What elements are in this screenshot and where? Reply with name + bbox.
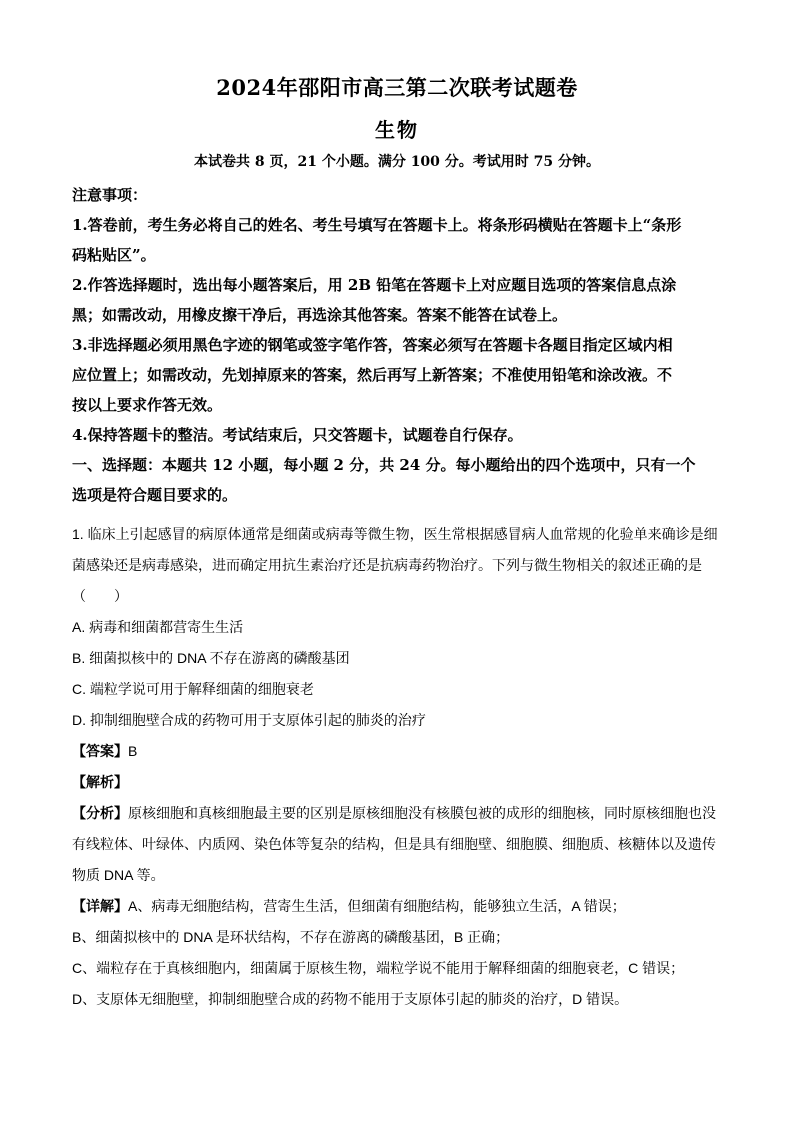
fenxi-line: 物质 DNA 等。 bbox=[72, 867, 165, 883]
notice-line: 1.答卷前，考生务必将自己的姓名、考生号填写在答题卡上。将条形码横贴在答题卡上“条形 bbox=[72, 216, 682, 234]
fenxi-label: 【分析】 bbox=[72, 805, 128, 821]
section-heading: 选项是符合题目要求的。 bbox=[72, 486, 238, 504]
notice-section bbox=[72, 180, 724, 510]
exam-title: 2024年邵阳市高三第二次联考试题卷 bbox=[216, 75, 578, 100]
notice-line: 应位置上；如需改动，先划掉原来的答案，然后再写上新答案；不准使用铅笔和涂改液。不 bbox=[72, 366, 673, 384]
option-b: B. 细菌拟核中的 DNA 不存在游离的磷酸基团 bbox=[72, 650, 350, 666]
subject-title: 生物 bbox=[375, 118, 419, 142]
notice-line: 3.非选择题必须用黑色字迹的钢笔或签字笔作答，答案必须写在答题卡各题目指定区域内相 bbox=[72, 336, 673, 354]
xiangjie-line: C、端粒存在于真核细胞内，细菌属于原核生物，端粒学说不能用于解释细菌的细胞衰老，C 错误； bbox=[72, 960, 685, 976]
question-1 bbox=[72, 519, 724, 1015]
question-stem: （ ） bbox=[72, 588, 128, 604]
notice-heading: 注意事项： bbox=[72, 186, 148, 204]
analysis-label bbox=[72, 767, 724, 798]
answer-line bbox=[72, 736, 724, 767]
fenxi-line bbox=[72, 798, 724, 829]
answer-label: 【答案】 bbox=[72, 743, 128, 759]
section-heading: 一、选择题：本题共 12 小题，每小题 2 分，共 24 分。每小题给出的四个选项中，只有一个 bbox=[72, 456, 696, 474]
exam-info: 本试卷共 8 页，21 个小题。满分 100 分。考试用时 75 分钟。 bbox=[193, 154, 601, 170]
xiangjie-line: D、支原体无细胞壁，抑制细胞壁合成的药物不能用于支原体引起的肺炎的治疗，D 错误。 bbox=[72, 991, 629, 1007]
option-d: D. 抑制细胞壁合成的药物可用于支原体引起的肺炎的治疗 bbox=[72, 712, 426, 728]
fenxi-text: 原核细胞和真核细胞最主要的区别是原核细胞没有核膜包被的成形的细胞核，同时原核细胞也没 bbox=[128, 805, 716, 821]
option-a: A. 病毒和细菌都营寄生生活 bbox=[72, 619, 244, 635]
answer-value: B bbox=[128, 743, 138, 759]
option-c: C. 端粒学说可用于解释细菌的细胞衰老 bbox=[72, 681, 314, 697]
xiangjie-text: A、病毒无细胞结构，营寄生生活，但细菌有细胞结构，能够独立生活，A 错误； bbox=[128, 898, 626, 914]
notice-line: 码粘贴区”。 bbox=[72, 246, 156, 264]
notice-line: 黑；如需改动，用橡皮擦干净后，再选涂其他答案。答案不能答在试卷上。 bbox=[72, 306, 568, 324]
notice-line: 2.作答选择题时，选出每小题答案后，用 2B 铅笔在答题卡上对应题目选项的答案信息点涂 bbox=[72, 276, 677, 294]
notice-line: 4.保持答题卡的整洁。考试结束后，只交答题卡，试题卷自行保存。 bbox=[72, 426, 523, 444]
notice-line: 按以上要求作答无效。 bbox=[72, 396, 223, 414]
analysis-label-text: 【解析】 bbox=[72, 774, 128, 790]
xiangjie-line: B、细菌拟核中的 DNA 是环状结构，不存在游离的磷酸基团，B 正确； bbox=[72, 929, 510, 945]
question-stem: 1. 临床上引起感冒的病原体通常是细菌或病毒等微生物，医生常根据感冒病人血常规的化验单来确诊是细 bbox=[72, 526, 718, 542]
xiangjie-label: 【详解】 bbox=[72, 898, 128, 914]
fenxi-line: 有线粒体、叶绿体、内质网、染色体等复杂的结构，但是具有细胞壁、细胞膜、细胞质、核糖体以及遗传 bbox=[72, 836, 716, 852]
question-stem: 菌感染还是病毒感染，进而确定用抗生素治疗还是抗病毒药物治疗。下列与微生物相关的叙述正确的是 bbox=[72, 557, 702, 573]
xiangjie-line bbox=[72, 891, 724, 922]
